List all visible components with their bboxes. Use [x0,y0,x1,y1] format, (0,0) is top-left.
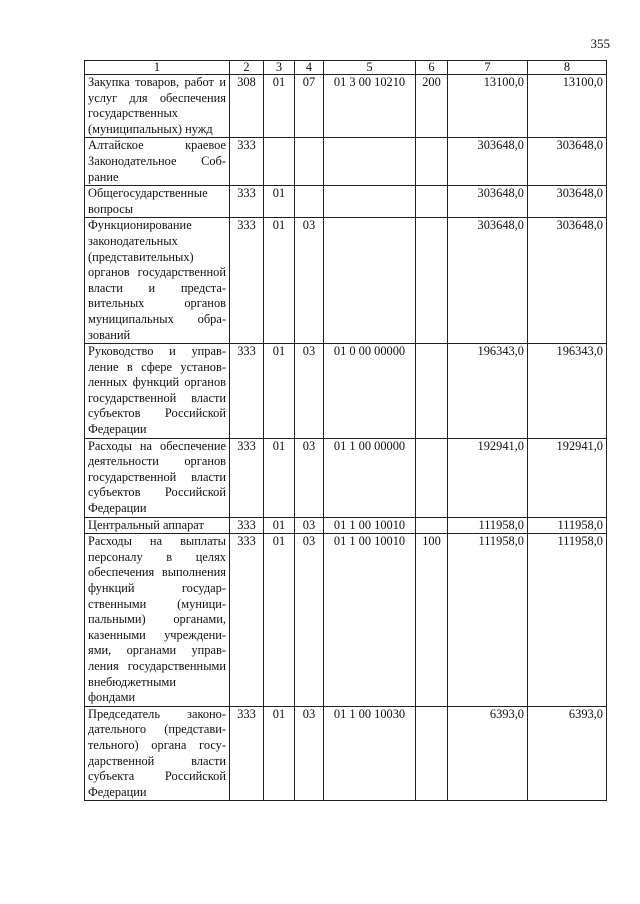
row-code-3: 01 [264,438,295,517]
row-code-5: 01 1 00 10010 [324,517,416,534]
row-code-4: 03 [295,218,324,344]
row-code-2: 333 [230,534,264,707]
row-name: Функционирование законодательных (представительных) органов государственной власти и представительных органов муниципальных образований [85,218,230,344]
header-cell: 6 [416,61,448,75]
row-code-4: 03 [295,706,324,801]
header-cell: 7 [448,61,528,75]
row-code-2: 333 [230,706,264,801]
row-amount-8: 196343,0 [528,344,607,439]
row-code-3: 01 [264,186,295,218]
row-code-6 [416,344,448,439]
row-name: Алтайское краевое Законодательное Собрание [85,138,230,186]
header-cell: 8 [528,61,607,75]
row-code-2: 333 [230,344,264,439]
header-cell: 3 [264,61,295,75]
row-code-5: 01 1 00 10010 [324,534,416,707]
row-code-2: 333 [230,218,264,344]
row-code-5 [324,186,416,218]
row-code-2: 333 [230,438,264,517]
row-code-5: 01 1 00 10030 [324,706,416,801]
row-name: Общегосударственные вопросы [85,186,230,218]
row-code-5 [324,218,416,344]
header-cell: 4 [295,61,324,75]
budget-table [84,60,607,801]
row-amount-7: 192941,0 [448,438,528,517]
table-row [85,344,607,439]
row-amount-7: 111958,0 [448,534,528,707]
row-amount-8: 303648,0 [528,218,607,344]
row-code-6 [416,218,448,344]
row-amount-7: 111958,0 [448,517,528,534]
row-amount-7: 303648,0 [448,138,528,186]
row-amount-8: 192941,0 [528,438,607,517]
row-code-6: 200 [416,75,448,138]
row-code-4: 03 [295,534,324,707]
row-code-5 [324,138,416,186]
table-row [85,438,607,517]
row-code-2: 308 [230,75,264,138]
row-code-5: 01 3 00 10210 [324,75,416,138]
row-code-4 [295,138,324,186]
table-row [85,706,607,801]
row-code-6 [416,186,448,218]
row-code-6: 100 [416,534,448,707]
row-amount-8: 111958,0 [528,517,607,534]
row-code-3: 01 [264,706,295,801]
row-amount-7: 303648,0 [448,218,528,344]
row-amount-7: 6393,0 [448,706,528,801]
row-amount-8: 13100,0 [528,75,607,138]
row-code-3: 01 [264,344,295,439]
row-code-3: 01 [264,534,295,707]
row-code-2: 333 [230,517,264,534]
row-code-5: 01 1 00 00000 [324,438,416,517]
row-code-4: 03 [295,344,324,439]
header-cell: 2 [230,61,264,75]
row-name: Расходы на обеспечение деятельности органов государственной власти субъектов Российской Федерации [85,438,230,517]
row-amount-8: 303648,0 [528,138,607,186]
table-row [85,517,607,534]
table-row [85,534,607,707]
row-name: Центральный аппарат [85,517,230,534]
row-code-6 [416,517,448,534]
row-code-4: 03 [295,438,324,517]
row-code-4 [295,186,324,218]
header-cell: 1 [85,61,230,75]
row-code-3 [264,138,295,186]
table-row [85,186,607,218]
row-name: Расходы на выплаты персоналу в целях обеспечения выполнения функций государственными (муниципальными) органами, казенными учреждениями, органами управления государственными внебюджетными фондами [85,534,230,707]
row-amount-8: 111958,0 [528,534,607,707]
row-code-2: 333 [230,138,264,186]
row-code-5: 01 0 00 00000 [324,344,416,439]
row-code-4: 07 [295,75,324,138]
row-code-3: 01 [264,517,295,534]
header-cell: 5 [324,61,416,75]
row-amount-8: 6393,0 [528,706,607,801]
row-code-3: 01 [264,75,295,138]
row-name: Руководство и управление в сфере установленных функций органов государственной власти субъектов Российской Федерации [85,344,230,439]
table-row [85,138,607,186]
table-row [85,75,607,138]
row-amount-8: 303648,0 [528,186,607,218]
row-amount-7: 13100,0 [448,75,528,138]
row-name: Председатель законодательного (представительного) органа государственной власти субъекта Российской Федерации [85,706,230,801]
row-amount-7: 196343,0 [448,344,528,439]
row-code-2: 333 [230,186,264,218]
row-amount-7: 303648,0 [448,186,528,218]
page-number: 355 [590,36,610,51]
row-code-4: 03 [295,517,324,534]
header-row [85,61,607,75]
row-code-6 [416,706,448,801]
table-row [85,218,607,344]
row-code-6 [416,438,448,517]
row-name: Закупка товаров, работ и услуг для обеспечения государственных (муниципальных) нужд [85,75,230,138]
row-code-6 [416,138,448,186]
row-code-3: 01 [264,218,295,344]
